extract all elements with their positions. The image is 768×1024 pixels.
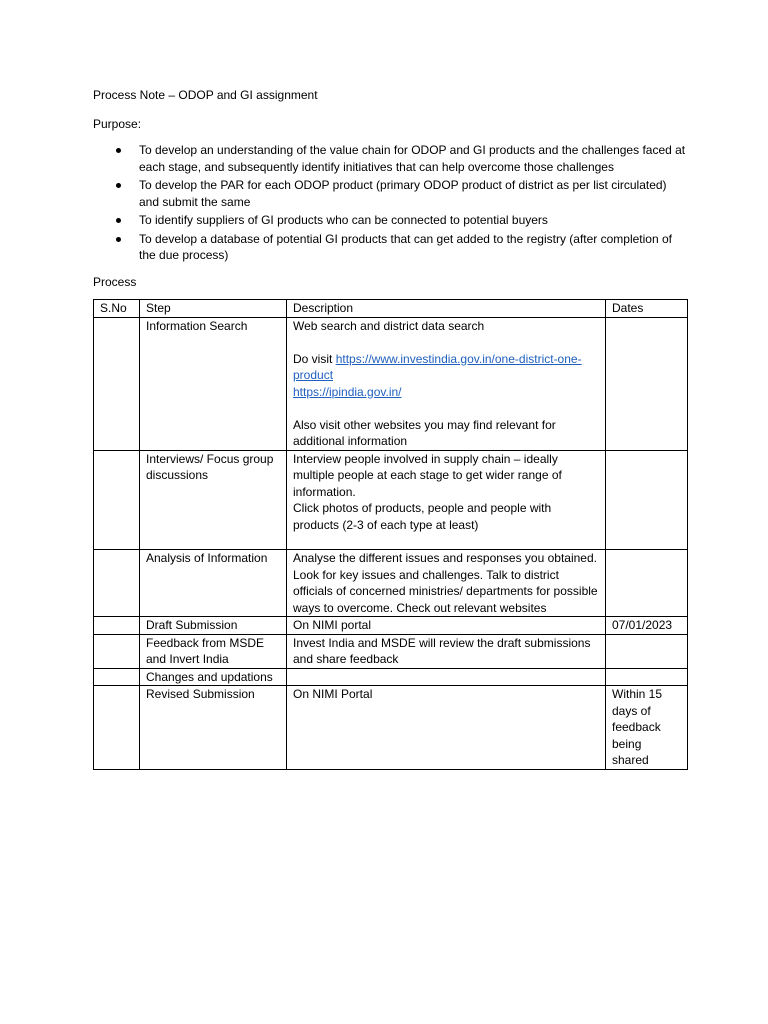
cell-date (606, 450, 688, 550)
purpose-text: To develop the PAR for each ODOP product (primary ODOP product of district as per list circulated) and submit the same (139, 178, 667, 209)
purpose-item (139, 142, 688, 175)
cell-description (287, 450, 606, 550)
cell-step: Feedback from MSDE and Invert India (140, 634, 287, 668)
ipindia-link[interactable]: https://ipindia.gov.in/ (293, 384, 402, 399)
cell-date (606, 634, 688, 668)
cell-sno (94, 668, 140, 686)
purpose-item (139, 212, 688, 229)
purpose-text: To identify suppliers of GI products who can be connected to potential buyers (139, 213, 548, 227)
cell-description: Invest India and MSDE will review the draft submissions and share feedback (287, 634, 606, 668)
document-page (93, 87, 688, 770)
bullet-icon (116, 218, 121, 223)
cell-date: 07/01/2023 (606, 617, 688, 635)
table-row (94, 550, 688, 617)
cell-date (606, 550, 688, 617)
cell-step: Interviews/ Focus group discussions (140, 450, 287, 550)
cell-date (606, 668, 688, 686)
table-row (94, 686, 688, 770)
header-sno: S.No (94, 300, 140, 318)
purpose-text: To develop an understanding of the value chain for ODOP and GI products and the challenges faced at each stage, and subsequently identify initiatives that can help overcome those challenges (139, 143, 686, 174)
bullet-icon (116, 183, 121, 188)
table-row (94, 634, 688, 668)
cell-description: Analyse the different issues and responses you obtained. Look for key issues and challenges. Talk to district officials of concerned ministries/ departments for possible ways to overcome. Check out relevant websites (287, 550, 606, 617)
cell-sno (94, 634, 140, 668)
cell-description (287, 668, 606, 686)
process-table (93, 299, 688, 770)
cell-sno (94, 617, 140, 635)
purpose-item (139, 231, 688, 264)
purpose-heading: Purpose: (93, 116, 142, 131)
cell-step: Draft Submission (140, 617, 287, 635)
description-text: Click photos of products, people and people with products (2-3 of each type at least) (293, 501, 552, 532)
table-row (94, 317, 688, 450)
cell-description: On NIMI portal (287, 617, 606, 635)
cell-date (606, 317, 688, 450)
purpose-text: To develop a database of potential GI products that can get added to the registry (after completion of the due process) (139, 231, 672, 262)
cell-sno (94, 550, 140, 617)
cell-sno (94, 686, 140, 770)
process-heading: Process (93, 274, 137, 289)
table-row (94, 617, 688, 635)
visit-prefix: Do visit (293, 351, 336, 366)
cell-date: Within 15 days of feedback being shared (606, 686, 688, 770)
description-text: Web search and district data search (293, 318, 485, 333)
purpose-item (139, 177, 688, 210)
purpose-list (93, 142, 688, 264)
cell-sno (94, 450, 140, 550)
header-step: Step (140, 300, 287, 318)
table-header-row (94, 300, 688, 318)
cell-description: On NIMI Portal (287, 686, 606, 770)
bullet-icon (116, 148, 121, 153)
cell-step: Changes and updations (140, 668, 287, 686)
cell-step: Revised Submission (140, 686, 287, 770)
cell-step: Information Search (140, 317, 287, 450)
description-links (293, 351, 599, 401)
bullet-icon (116, 237, 121, 242)
description-text: Interview people involved in supply chain – ideally multiple people at each stage to get wider range of information. (293, 451, 562, 499)
document-title: Process Note – ODOP and GI assignment (93, 88, 318, 102)
table-row (94, 668, 688, 686)
cell-description (287, 317, 606, 450)
investindia-link[interactable]: https://www.investindia.gov.in/one-district-one-product (293, 351, 582, 382)
table-row (94, 450, 688, 550)
cell-sno (94, 317, 140, 450)
cell-step: Analysis of Information (140, 550, 287, 617)
header-dates: Dates (606, 300, 688, 318)
header-description: Description (287, 300, 606, 318)
description-text: Also visit other websites you may find relevant for additional information (293, 417, 556, 448)
